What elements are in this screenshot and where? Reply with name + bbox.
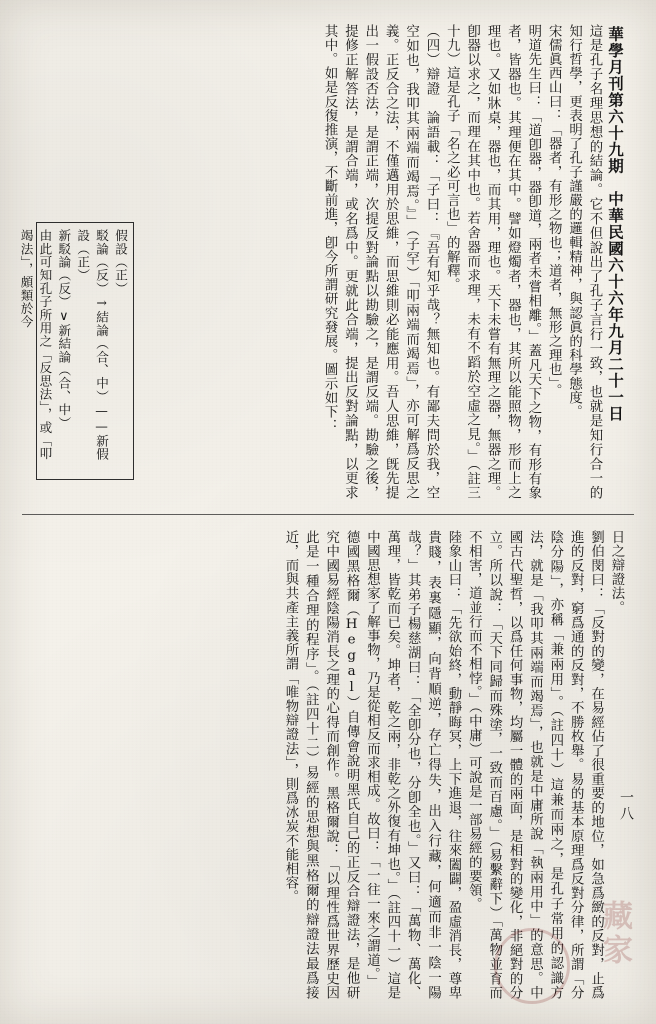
paragraph: 日之辯證法。 — [609, 530, 624, 615]
paragraph: 陸象山曰：「先欲始終，動靜晦冥，上下進退，往來闔闢，盈虛消長，尊卑貴賤，表裏隱顯，向背順逆，存亡得失，出入行藏，何適而非一陰一陽哉？」其弟子楊慈湖曰：「全卽分也，分卽全也。」又曰：「萬物、萬化、萬理，皆乾而已矣。坤者，乾之兩，非乾之外復有坤也。」（註四十一）這是中國思想家了解事物，乃是從相反而求相成。故曰：「一往一來之謂道。」 — [364, 530, 461, 1000]
running-head: 華學月刊第六十九期 中華民國六十六年九月二十一日 — [606, 26, 625, 422]
paragraph: 宋儒眞西山曰：「器者，有形之物也；道者，無形之理也」。 — [546, 24, 562, 398]
diagram-line: 駁論（反）→結論（合、中）——新假設（正） — [75, 229, 110, 461]
paragraph: 德國黑格爾（Hegal）自傳會說明黑氏自己的正反合辯證法，是他研究中國易經陰陽消長之理的心得而創作。黑格爾說：「以理性爲世界歷史因此是一種合理的程序」。（註四十二）易經的思想與黑格爾的辯證法最爲接近，而與共產主義所謂「唯物辯證法」，則爲冰炭不能相容。 — [283, 530, 360, 1000]
section-divider — [22, 514, 634, 515]
paragraph: （四）辯證 論語載：「子曰：『吾有知乎哉？無知也。有鄙夫問於我，空空如也，我叩其兩端而竭焉。』」（子罕）「叩兩端而竭焉」，亦可解爲反思之義。正反合之法，不僅邁用於思維，而思維則必能應用。吾人思維，旣先提出一假設否法，是謂正端，次提反對論點以勘驗之，是謂反端。勘驗之後，提修正解答法，是謂合端，或名爲中。更就此合端，提出反對論點，以更求其中。如是反復推演，不斷前進，卽今所謂研究發展。圖示如下： — [322, 24, 439, 500]
page-number: 一八 — [618, 790, 634, 822]
diagram-box — [18, 222, 134, 480]
watermark-text: 藏家 — [597, 900, 632, 968]
upper-text-block — [84, 24, 604, 500]
paragraph: 明道先生曰：「道卽器，器卽道，兩者未嘗相離。」蓋凡天下之物，有形有象者，皆器也。其理便在其中。譬如燈燭者，器也，其所以能照物，形而上之理也。又如牀桌，器也，而其用，理也。天下未嘗有無理之器，無器之理。卽器以求之，而理在其中也。若舍器而求理，未有不蹈於空虛之見。」（註三十九）這是孔子「名之必可言也」的解釋。 — [444, 24, 541, 500]
diagram-line: 新駁論（反）∨新結論（合、中） — [56, 229, 72, 430]
diagram-line: 由此可知孔子所用之「反思法」，或「叩竭法」，頗類於今 — [18, 229, 53, 461]
paragraph: 這是孔子名理思想的結論。它不但說出了孔子言行一致，也就是知行合一的知行哲學，更表明了孔子謹嚴的邏輯精神，與認眞的科學態度。 — [566, 24, 602, 500]
diagram-line: 假設（正） — [113, 229, 128, 295]
lower-text-block — [66, 530, 626, 1000]
paragraph: 劉伯閔曰：「反對的變，在易經佔了很重要的地位，如急爲緻的反對，止爲進的反對，窮爲通的反對，不勝枚舉。易的基本原理爲反對分律，所謂「分陰分陽」，亦稱「兼兩用」。（註四十）這兼而兩之，是孔子常用的認識方法，就是「我叩其兩端而竭焉」，也就是中庸所說「執兩用中」的意思。中國古代聖哲，以爲任何事物，均屬一體的兩面，是相對的變化，非絕對的分立。所以說：「天下同歸而殊塗，一致而百慮。」（易繫辭下）「萬物並育而不相害，道並行而不相悖。」（中庸）可說是一部易經的要領。 — [466, 530, 604, 1000]
